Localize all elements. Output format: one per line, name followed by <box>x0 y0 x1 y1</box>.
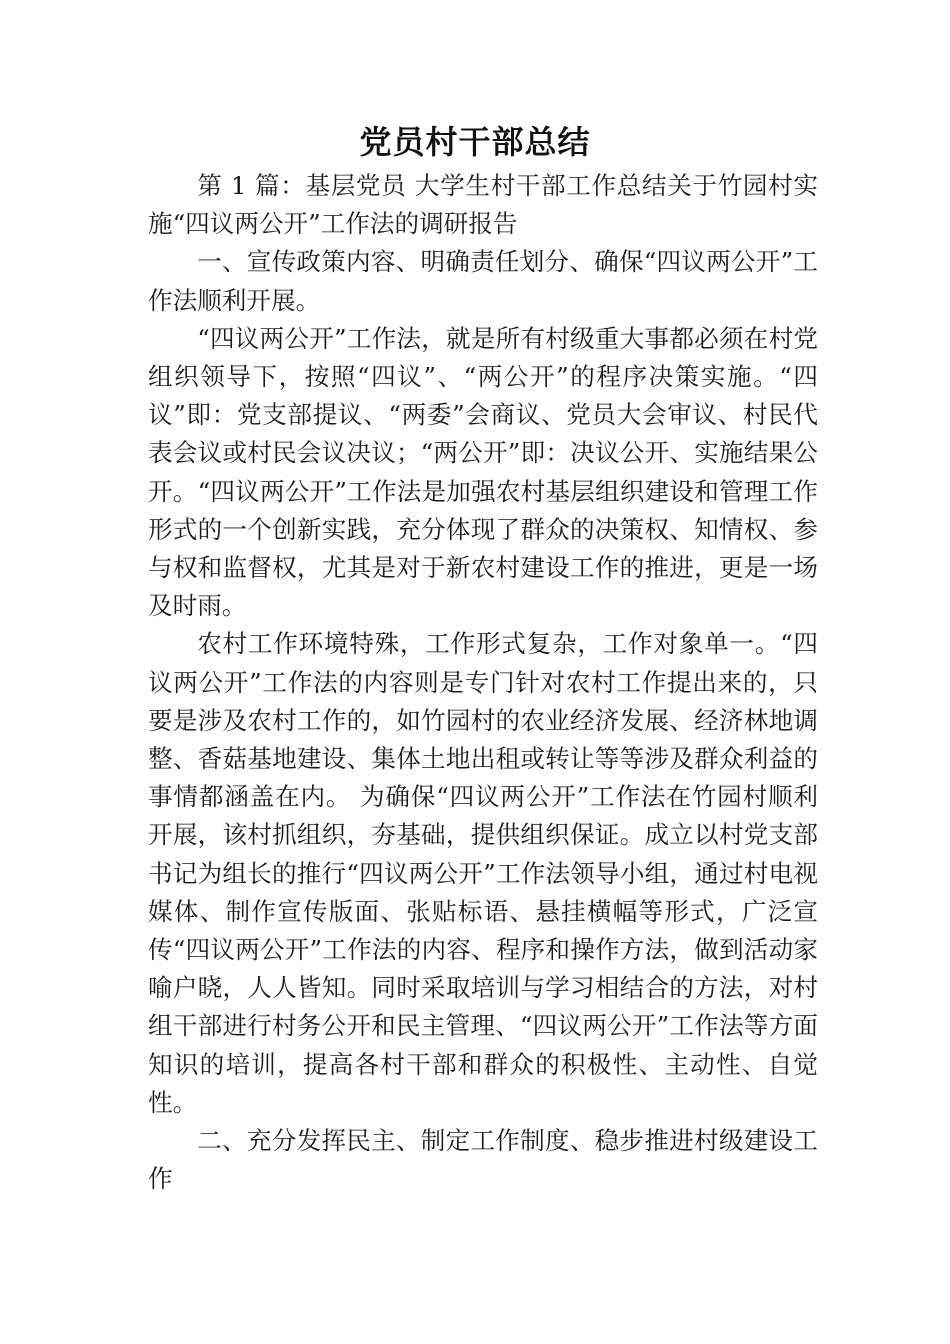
document-body <box>148 167 818 1198</box>
paragraph-implementation: 农村工作环境特殊，工作形式复杂，工作对象单一。“四议两公开”工作法的内容则是专门针对农村工作提出来的，只要是涉及农村工作的，如竹园村的农业经济发展、经济林地调整、香菇基地建设、集体土地出租或转让等等涉及群众利益的事情都涵盖在内。 为确保“四议两公开”工作法在竹园村顺利开展，该村抓组织，夯基础，提供组织保证。成立以村党支部书记为组长的推行“四议两公开”工作法领导小组，通过村电视媒体、制作宣传版面、张贴标语、悬挂横幅等形式，广泛宣传“四议两公开”工作法的内容、程序和操作方法，做到活动家喻户晓，人人皆知。同时采取培训与学习相结合的方法，对村组干部进行村务公开和民主管理、“四议两公开”工作法等方面知识的培训，提高各村干部和群众的积极性、主动性、自觉性。 <box>148 629 818 1117</box>
paragraph-method-definition: “四议两公开”工作法，就是所有村级重大事都必须在村党组织领导下，按照“四议”、“两公开”的程序决策实施。“四议”即：党支部提议、“两委”会商议、党员大会审议、村民代表会议或村民会议决议；“两公开”即：决议公开、实施结果公开。“四议两公开”工作法是加强农村基层组织建设和管理工作形式的一个创新实践，充分体现了群众的决策权、知情权、参与权和监督权，尤其是对于新农村建设工作的推进，更是一场及时雨。 <box>148 323 818 621</box>
paragraph-section-1-heading: 一、宣传政策内容、明确责任划分、确保“四议两公开”工作法顺利开展。 <box>148 247 818 315</box>
paragraph-section-2-heading: 二、充分发挥民主、制定工作制度、稳步推进村级建设工作 <box>148 1126 818 1194</box>
document-title: 党员村干部总结 <box>359 123 591 161</box>
paragraph-intro: 第 1 篇：基层党员 大学生村干部工作总结关于竹园村实施“四议两公开”工作法的调研报告 <box>148 171 818 239</box>
